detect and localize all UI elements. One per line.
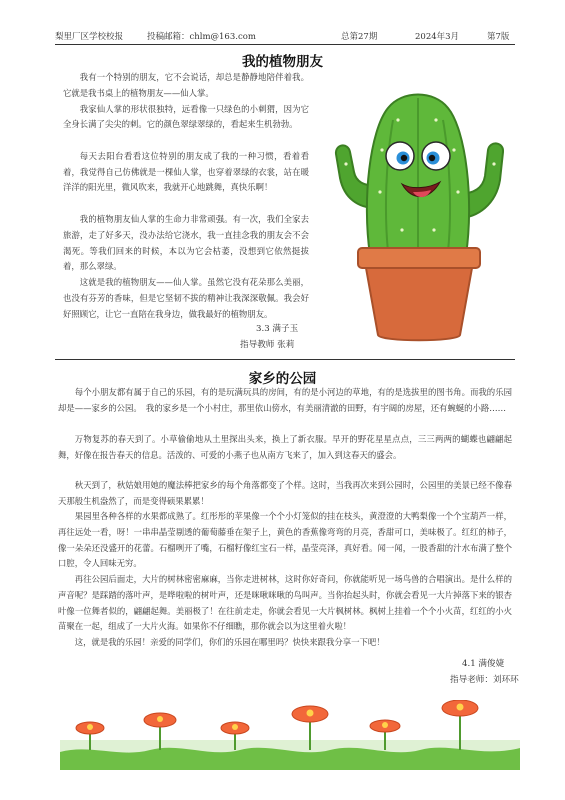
article1-paragraph: 我家仙人掌的形状很独特，远看像一只绿色的小刺猬，因为它全身长满了尖尖的刺。它的颜色翠绿翠绿的，看起来生机勃勃。 (63, 103, 309, 130)
article1-title: 我的植物朋友 (242, 54, 323, 70)
article2-paragraph: 再往公园后面走，大片的树林密密麻麻，当你走进树林，这时你好奇问，你就能听见一场鸟兽的合唱演出。是什么样的声音呢？是踩踏的落叶声，是哗啦啦的树叶声，还是咪啾咪啾的鸟叫声。当你抬起头时，你就会看见一大片掉落下来的银杏叶像一位舞者似的，翩翩起舞。美丽极了！在往前走走，你就会看见一大片枫树林。枫树上挂着一个个小火苗，红红的小火苗聚在一起，组成了一大片火海。如果你不仔细瞧，那你就会以为这里着火啦！ (58, 574, 512, 632)
article2-paragraph: 万物复苏的春天到了。小草偷偷地从土里探出头来，换上了新衣服。早开的野花星星点点，三三两两的蝴蝶也翩翩起舞，好像在报告春天的信息。活泼的、可爱的小燕子也从南方飞来了，加入到这春天的盛会。 (58, 434, 512, 460)
article2-paragraph: 秋天到了，秋姑娘用她的魔法棒把家乡的每个角落都变了个样。这时，当我再次来到公园时，公园里的美景已经不像春天那般生机盎然了，而是变得硕果累累！ (58, 480, 512, 506)
article1-paragraph: 我有一个特别的朋友，它不会说话，却总是静静地陪伴着我。它就是我书桌上的植物朋友——仙人掌。 (63, 72, 309, 98)
header-page: 第7版 (487, 32, 510, 42)
article1-teacher: 指导教师 张莉 (240, 340, 295, 350)
header-date: 2024年3月 (415, 32, 460, 42)
article1-paragraph: 我的植物朋友仙人掌的生命力非常顽强。有一次，我们全家去旅游，走了好多天，没办法给它浇水，我一直挂念我的朋友会不会渴死。等我们回来的时候，本以为它会枯萎，没想到它依然挺拔着，那么翠绿。 (63, 214, 309, 272)
article2-teacher: 指导老师：刘环环 (450, 675, 519, 685)
article1-paragraph: 每天去阳台看看这位特别的朋友成了我的一种习惯，看着看着，我觉得自己仿佛就是一棵仙人掌，也穿着翠绿的衣裳，站在暖洋洋的阳光里，微风吹来，我就开心地跳舞，真快乐啊！ (63, 150, 309, 193)
article1-paragraph: 这就是我的植物朋友——仙人掌。虽然它没有花朵那么美丽，也没有芬芳的香味，但是它坚韧不拔的精神让我深深敬佩。我会好好照顾它，让它一直陪在我身边，做我最好的植物朋友。 (63, 277, 309, 319)
article2-paragraph: 果园里各种各样的水果都成熟了。红彤彤的苹果像一个个小灯笼似的挂在枝头，黄澄澄的大鸭梨像一个个宝葫芦一样，再往远处一看，呀！一串串晶莹剔透的葡萄藤垂在架子上，黄色的香蕉像弯弯的月亮，香甜可口，美味极了。红红的柿子，像一朵朵还没盛开的花蕾。石榴咧开了嘴，石榴籽像红宝石一样，晶莹亮泽，真好看。闻一闻，一股香甜的汁水布满了整个口腔，令人回味无穷。 (58, 511, 512, 569)
cactus-illustration (318, 80, 523, 350)
article2-title: 家乡的公园 (248, 371, 317, 387)
flowers-border (60, 700, 520, 770)
article1-author: 3.3 满子玉 (256, 324, 299, 334)
flower-pot (358, 248, 480, 340)
article2-paragraph: 每个小朋友都有属于自己的乐园，有的是玩满玩具的房间，有的是小河边的草地，有的是选拔里的图书角。而我的乐园却是——家乡的公园。 我的家乡是一个小村庄，那里依山傍水，有美丽清澈的田野，有宇阔的房屋，还有蜿蜒的小路…… (58, 387, 512, 413)
header-rule (55, 44, 515, 45)
article2-paragraph: 这，就是我的乐园！亲爱的同学们，你们的乐园在哪里吗？快快来跟我分享一下吧！ (74, 637, 385, 647)
header-email: 投稿邮箱：chlm@163.com (147, 32, 256, 42)
article2-author: 4.1 满俊婕 (462, 659, 505, 669)
header-school: 梨里厂区学校校报 (55, 32, 124, 42)
section-rule (55, 359, 515, 360)
page-header (55, 26, 515, 42)
header-issue: 总第27期 (341, 32, 378, 42)
